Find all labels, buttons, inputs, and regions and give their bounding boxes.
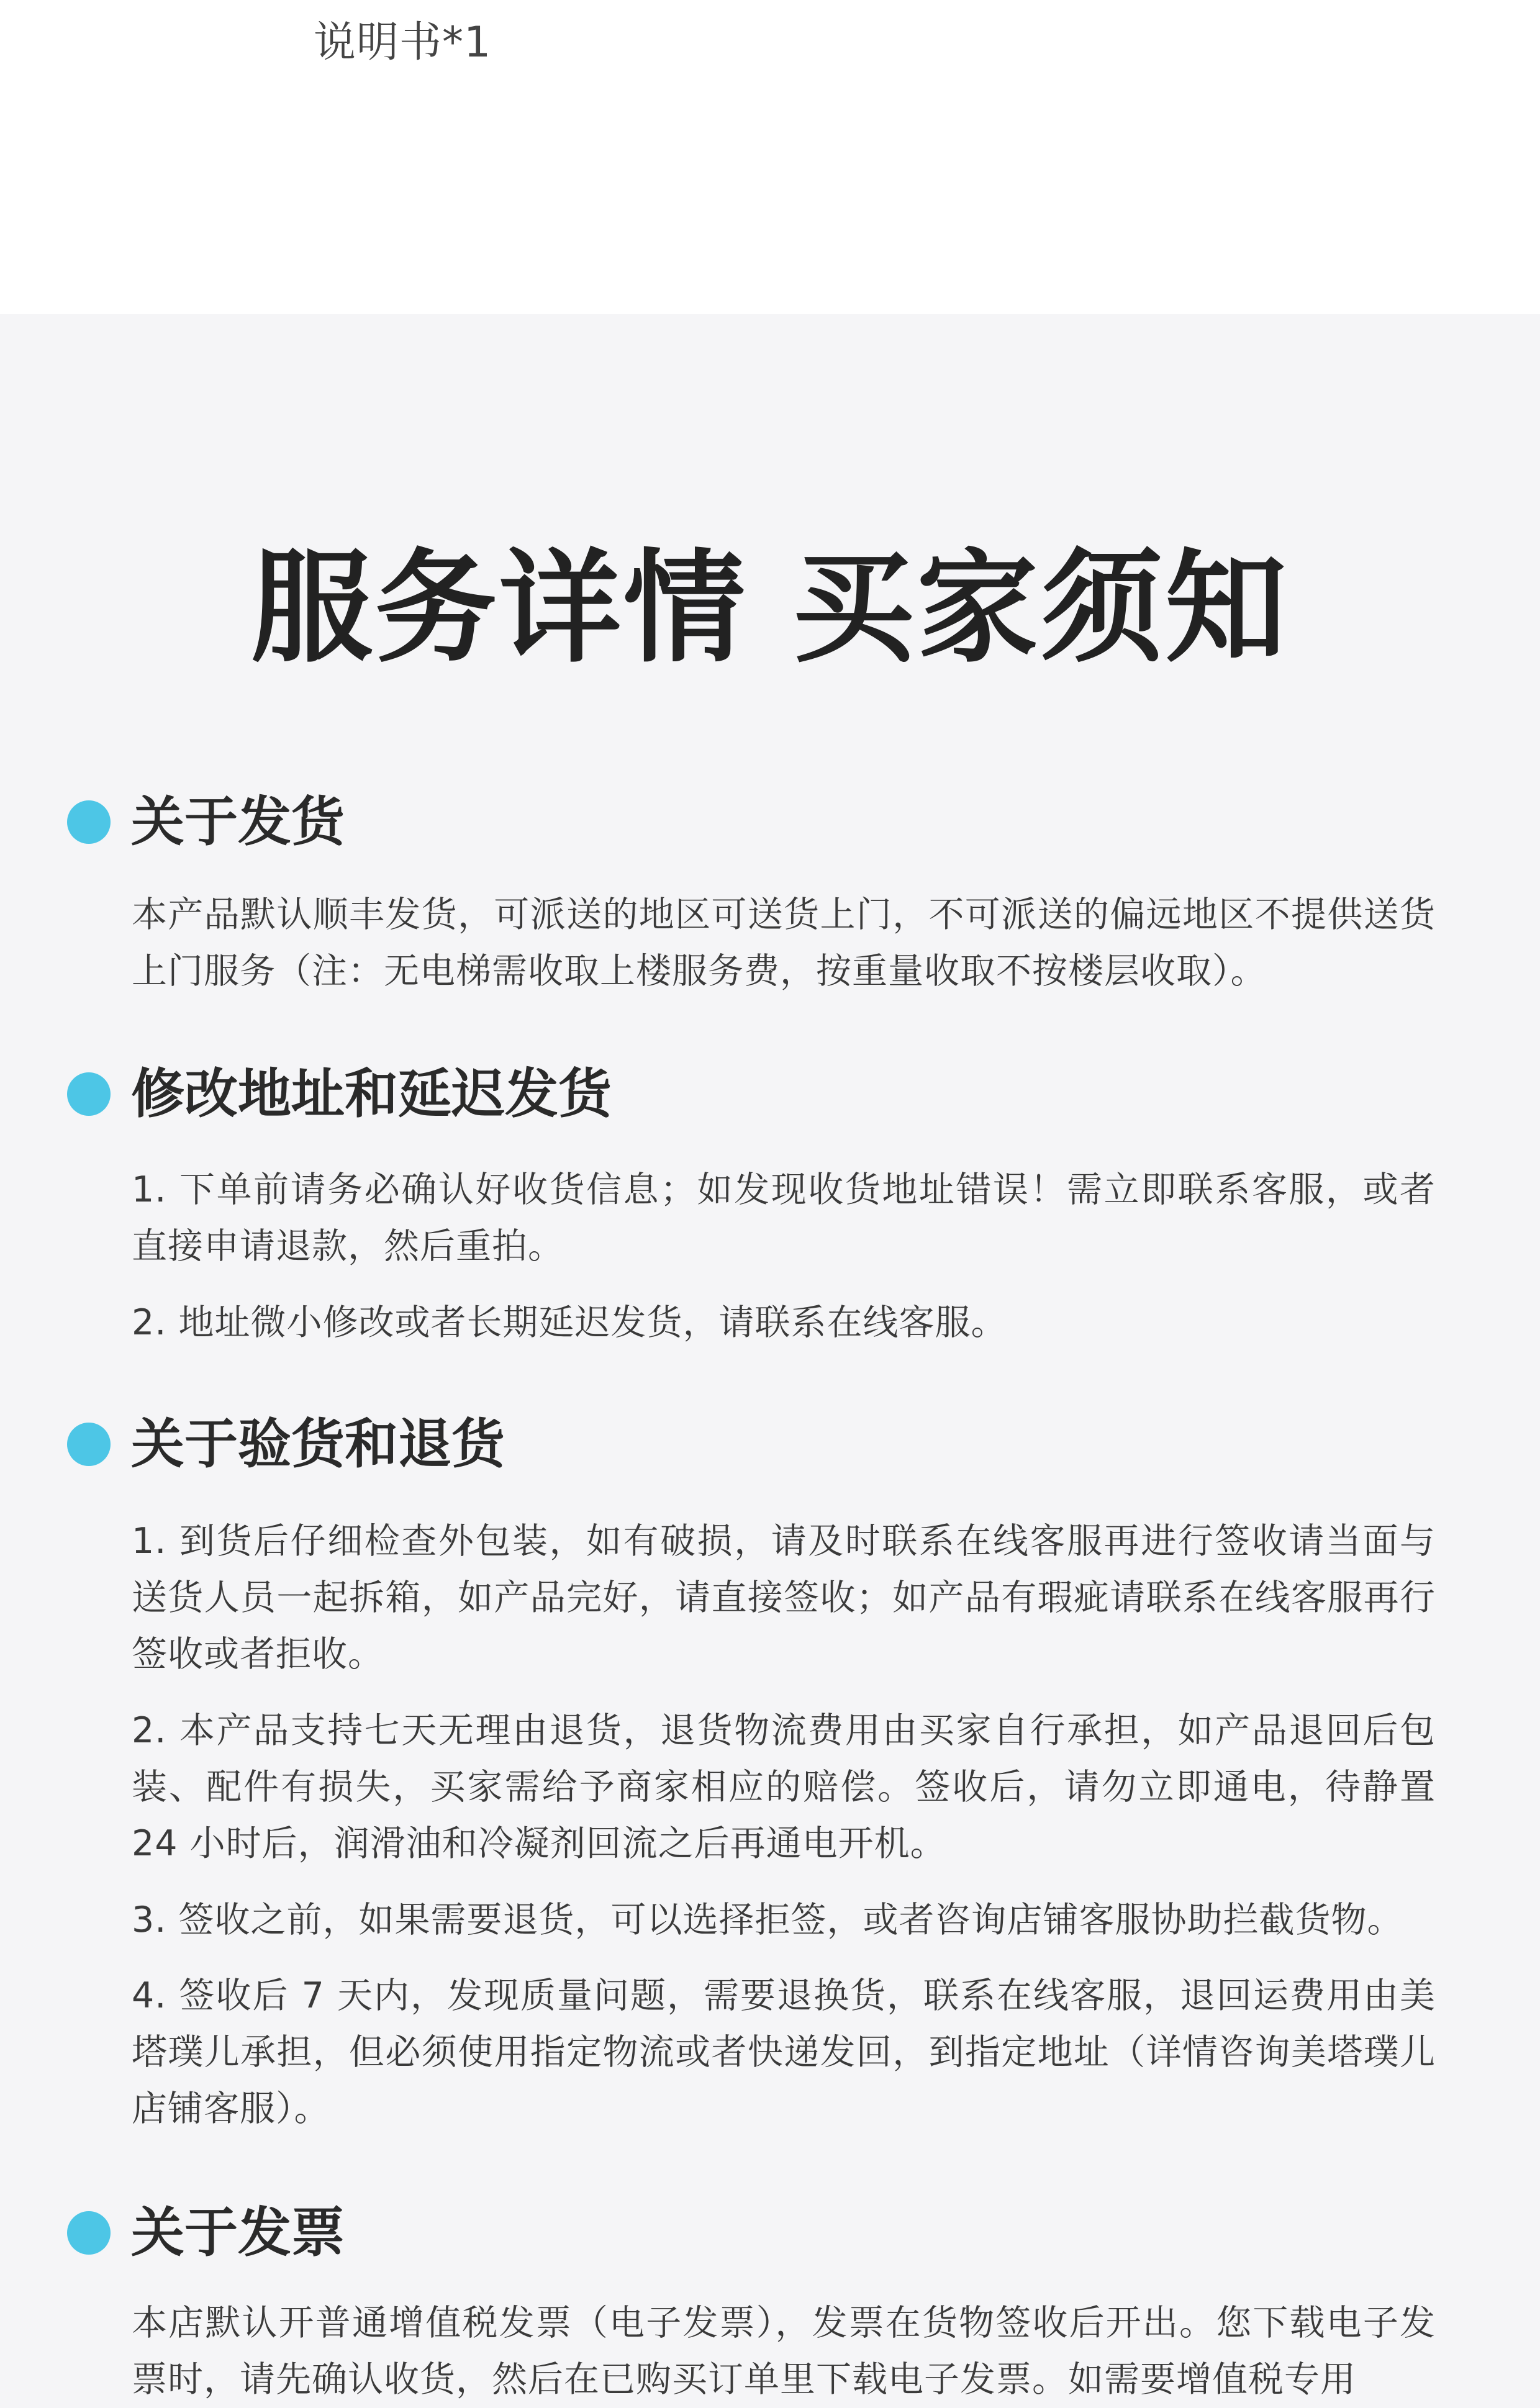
bullet-dot-icon [67,800,111,844]
top-white-area [0,0,1540,314]
paragraph-returns-2: 2. 本产品支持七天无理由退货，退货物流费用由买家自行承担，如产品退回后包装、配件有损失，买家需给予商家相应的赔偿。签收后，请勿立即通电，待静置24 小时后，润滑油和冷凝剂回流之后再通电开机。 [132,1710,1436,1864]
page-title: 服务详情 买家须知 [250,538,1290,679]
section-title-address: 修改地址和延迟发货 [131,1063,612,1125]
paragraph-address-1: 1. 下单前请务必确认好收货信息；如发现收货地址错误！需立即联系客服，或者直接申请退款，然后重拍。 [132,1169,1436,1267]
section-title-invoice: 关于发票 [131,2202,345,2264]
package-item-caption: 说明书*1 [314,18,492,67]
bullet-dot-icon [67,1423,111,1466]
paragraph-shipping: 本产品默认顺丰发货，可派送的地区可送货上门，不可派送的偏远地区不提供送货上门服务（注：无电梯需收取上楼服务费，按重量收取不按楼层收取）。 [132,894,1436,992]
paragraph-invoice: 本店默认开普通增值税发票（电子发票），发票在货物签收后开出。您下载电子发票时，请先确认收货，然后在已购买订单里下载电子发票。如需要增值税专用 [132,2302,1436,2400]
bullet-dot-icon [67,2211,111,2255]
section-title-shipping: 关于发货 [131,791,345,853]
paragraph-address-2: 2. 地址微小修改或者长期延迟发货，请联系在线客服。 [132,1302,1007,1343]
paragraph-returns-3: 3. 签收之前，如果需要退货，可以选择拒签，或者咨询店铺客服协助拦截货物。 [132,1899,1403,1940]
bullet-dot-icon [67,1072,111,1116]
paragraph-returns-4: 4. 签收后 7 天内，发现质量问题，需要退换货，联系在线客服，退回运费用由美塔璞儿承担，但必须使用指定物流或者快递发回，到指定地址（详情咨询美塔璞儿店铺客服）。 [132,1975,1436,2129]
paragraph-returns-1: 1. 到货后仔细检查外包装，如有破损，请及时联系在线客服再进行签收请当面与送货人员一起拆箱，如产品完好，请直接签收；如产品有瑕疵请联系在线客服再行签收或者拒收。 [132,1521,1436,1675]
section-title-inspection-returns: 关于验货和退货 [131,1413,505,1475]
